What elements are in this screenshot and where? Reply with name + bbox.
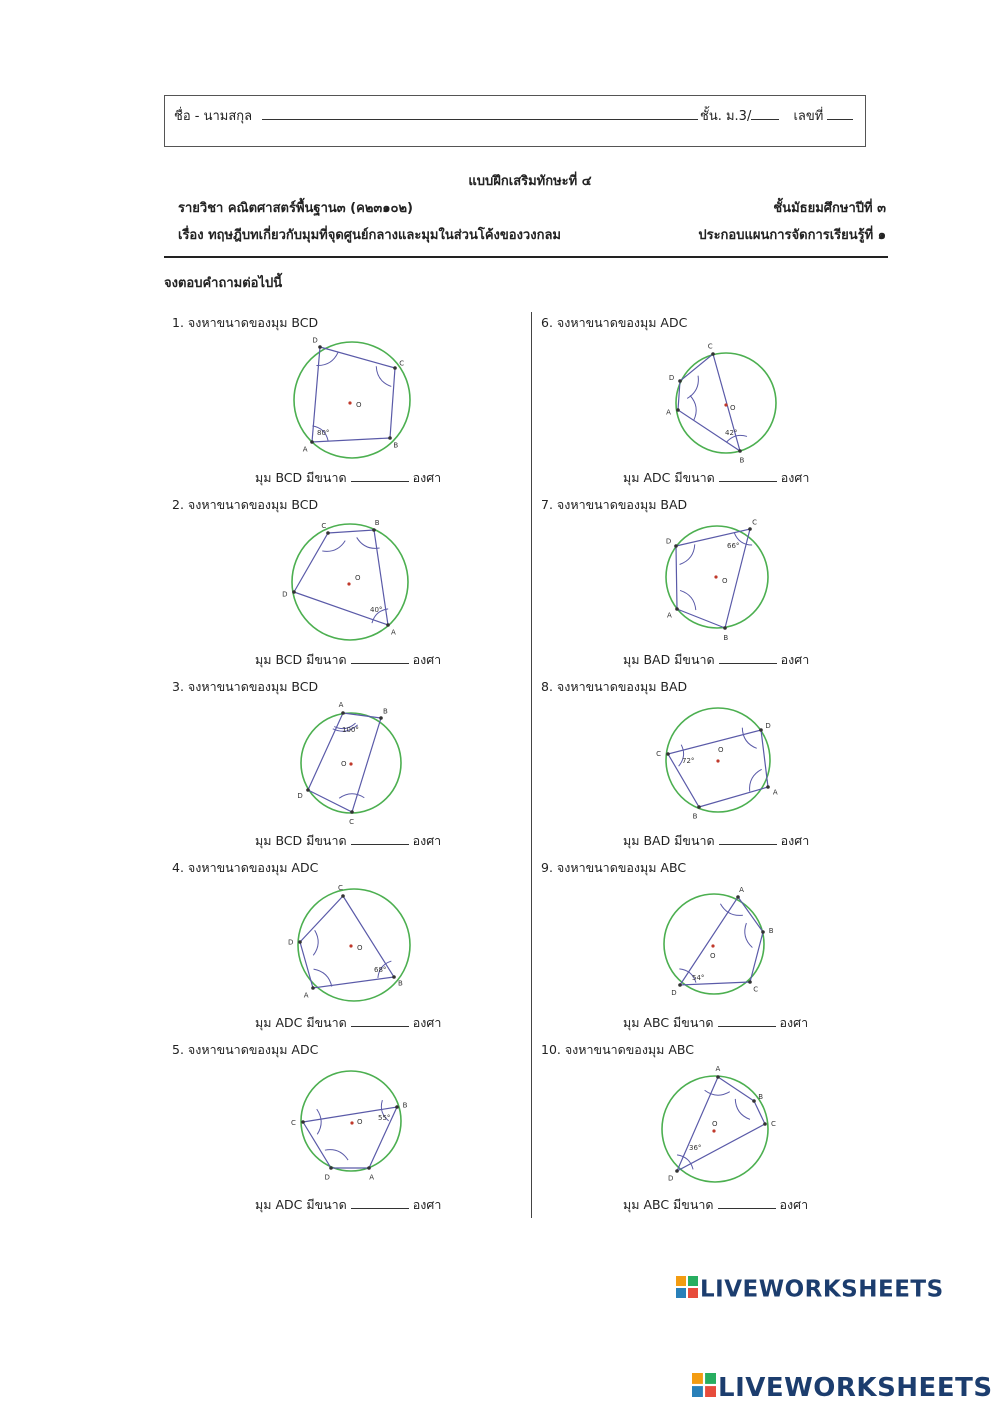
vertex-label-10-A: A bbox=[715, 1065, 721, 1074]
vertex-label-5-C: C bbox=[291, 1119, 296, 1128]
vertex-8-D bbox=[759, 728, 763, 732]
vertex-label-7-D: D bbox=[665, 537, 672, 546]
vertex-5-C bbox=[301, 1120, 305, 1124]
vertex-9-D bbox=[678, 983, 682, 987]
vertex-6-A bbox=[676, 408, 680, 412]
logo-text: LIVEWORKSHEETS bbox=[718, 1373, 993, 1403]
vertex-4-D bbox=[298, 940, 302, 944]
angle-arc-6-D bbox=[687, 376, 698, 399]
angle-arc-9-A bbox=[720, 904, 742, 916]
answer-8-label: มุม BAD มีขนาด bbox=[623, 833, 715, 848]
angle-arc-8-A bbox=[750, 769, 762, 791]
question-5-title: 5. จงหาขนาดของมุม ADC bbox=[172, 1042, 319, 1057]
center-dot-1 bbox=[348, 401, 351, 404]
center-dot-2 bbox=[347, 582, 350, 585]
given-angle-label-5: 55° bbox=[378, 1114, 391, 1122]
angle-arc-3-C bbox=[339, 794, 364, 798]
vertex-label-9-C: C bbox=[753, 985, 759, 994]
vertex-label-6-C: C bbox=[707, 342, 713, 351]
angle-arc-2-C bbox=[322, 541, 345, 552]
circle-2 bbox=[292, 521, 408, 640]
answer-10-label: มุม ABC มีขนาด bbox=[623, 1197, 714, 1212]
vertex-label-4-A: A bbox=[303, 991, 309, 1000]
liveworksheets-logo-1 bbox=[676, 1276, 944, 1304]
class-label: ชั้น. ม.3/ bbox=[700, 109, 752, 124]
vertex-10-A bbox=[716, 1075, 720, 1079]
answer-2-unit: องศา bbox=[412, 652, 442, 667]
answer-9-label: มุม ABC มีขนาด bbox=[623, 1015, 714, 1030]
vertex-4-B bbox=[392, 975, 396, 979]
vertex-7-A bbox=[675, 607, 679, 611]
vertex-label-1-C: C bbox=[399, 359, 405, 368]
given-angle-label-6: 42° bbox=[725, 429, 738, 437]
vertex-label-5-A: A bbox=[369, 1173, 375, 1182]
instruction-text: จงตอบคำถามต่อไปนี้ bbox=[164, 276, 283, 291]
center-label-5: O bbox=[357, 1118, 363, 1126]
answer-7-unit: องศา bbox=[780, 652, 810, 667]
vertex-label-3-D: D bbox=[297, 791, 303, 800]
vertex-label-9-A: A bbox=[739, 885, 744, 894]
given-angle-label-3: 100° bbox=[342, 726, 359, 734]
vertex-10-D bbox=[675, 1169, 679, 1173]
question-6-title: 6. จงหาขนาดของมุม ADC bbox=[541, 315, 688, 330]
circle-10 bbox=[662, 1076, 768, 1182]
liveworksheets-logo-2 bbox=[692, 1373, 993, 1404]
vertex-3-C bbox=[350, 810, 354, 814]
center-label-1: O bbox=[356, 401, 362, 409]
vertex-label-6-A: A bbox=[666, 408, 671, 417]
answer-8-unit: องศา bbox=[780, 833, 810, 848]
question-10-title: 10. จงหาขนาดของมุม ABC bbox=[541, 1042, 695, 1057]
angle-arc-5-C bbox=[317, 1109, 321, 1134]
vertex-label-2-A: A bbox=[390, 628, 396, 637]
angle-arc-10-B bbox=[735, 1099, 750, 1119]
vertex-6-C bbox=[711, 352, 715, 356]
angle-arc-1-C bbox=[376, 366, 391, 386]
plan-label: ประกอบแผนการจัดการเรียนรู้ที่ ๑ bbox=[698, 228, 886, 243]
given-angle-label-8: 72° bbox=[682, 757, 695, 765]
answer-2-label: มุม BCD มีขนาด bbox=[255, 652, 347, 667]
answer-10-unit: องศา bbox=[779, 1197, 809, 1212]
vertex-8-A bbox=[766, 785, 770, 789]
vertex-label-10-D: D bbox=[667, 1174, 674, 1183]
vertex-label-9-B: B bbox=[768, 926, 774, 935]
vertex-4-C bbox=[341, 894, 345, 898]
vertex-label-10-B: B bbox=[758, 1092, 764, 1101]
answer-4-unit: องศา bbox=[412, 1015, 442, 1030]
vertex-label-4-B: B bbox=[398, 979, 403, 988]
answer-3-label: มุม BCD มีขนาด bbox=[255, 833, 347, 848]
question-7-title: 7. จงหาขนาดของมุม BAD bbox=[541, 497, 688, 512]
vertex-label-2-C: C bbox=[321, 521, 327, 530]
center-label-9: O bbox=[710, 952, 716, 960]
logo-mark-icon bbox=[676, 1276, 698, 1304]
vertex-label-1-D: D bbox=[312, 336, 318, 345]
vertex-label-3-A: A bbox=[338, 701, 344, 710]
center-dot-5 bbox=[350, 1121, 353, 1124]
vertex-label-3-B: B bbox=[382, 707, 388, 716]
vertex-label-2-B: B bbox=[374, 518, 380, 527]
vertex-10-B bbox=[752, 1099, 756, 1103]
quadrilateral-4 bbox=[300, 896, 394, 988]
vertex-label-6-D: D bbox=[668, 374, 675, 383]
angle-arc-7-D bbox=[680, 544, 695, 564]
vertex-7-B bbox=[723, 626, 727, 630]
vertex-label-8-C: C bbox=[656, 749, 661, 758]
vertex-7-D bbox=[674, 544, 678, 548]
angle-arc-4-A bbox=[314, 969, 332, 986]
vertex-10-C bbox=[763, 1122, 767, 1126]
question-9-title: 9. จงหาขนาดของมุม ABC bbox=[541, 860, 687, 875]
vertex-label-7-B: B bbox=[723, 633, 729, 642]
given-angle-label-9: 54° bbox=[692, 974, 705, 982]
answer-9-unit: องศา bbox=[779, 1015, 809, 1030]
vertex-label-7-C: C bbox=[752, 518, 757, 527]
center-label-6: O bbox=[730, 404, 736, 412]
vertex-2-B bbox=[372, 528, 376, 532]
vertex-6-B bbox=[738, 449, 742, 453]
center-label-2: O bbox=[355, 574, 361, 582]
number-label: เลขที่ bbox=[793, 109, 824, 124]
given-angle-label-1: 80° bbox=[317, 429, 330, 437]
center-dot-3 bbox=[349, 762, 352, 765]
logo-mark-icon bbox=[692, 1373, 716, 1404]
vertex-label-4-C: C bbox=[338, 884, 343, 893]
vertex-label-7-A: A bbox=[666, 611, 672, 620]
answer-7-label: มุม BAD มีขนาด bbox=[623, 652, 715, 667]
answer-5-unit: องศา bbox=[412, 1197, 442, 1212]
vertex-label-5-D: D bbox=[324, 1173, 330, 1182]
angle-arc-8-D bbox=[742, 728, 756, 749]
vertex-label-1-A: A bbox=[302, 445, 308, 454]
vertex-3-A bbox=[341, 711, 345, 715]
given-angle-label-7: 66° bbox=[727, 542, 740, 550]
vertex-label-8-D: D bbox=[765, 721, 771, 730]
answer-6-unit: องศา bbox=[780, 470, 810, 485]
angle-arc-9-B bbox=[745, 923, 753, 947]
vertex-label-5-B: B bbox=[402, 1101, 408, 1110]
vertex-label-10-C: C bbox=[770, 1120, 776, 1129]
vertex-9-A bbox=[736, 895, 740, 899]
subject-label: รายวิชา คณิตศาสตร์พื้นฐาน๓ (ค๒๓๑๐๒) bbox=[178, 201, 413, 216]
answer-3-unit: องศา bbox=[412, 833, 442, 848]
answer-4-label: มุม ADC มีขนาด bbox=[255, 1015, 347, 1030]
vertex-4-A bbox=[311, 986, 315, 990]
given-angle-label-4: 68° bbox=[374, 966, 387, 974]
grade-label: ชั้นมัธยมศึกษาปีที่ ๓ bbox=[773, 201, 886, 216]
question-2-title: 2. จงหาขนาดของมุม BCD bbox=[172, 497, 319, 512]
circle-6 bbox=[676, 353, 776, 453]
center-dot-8 bbox=[716, 759, 719, 762]
vertex-label-2-D: D bbox=[282, 590, 288, 599]
question-8-title: 8. จงหาขนาดของมุม BAD bbox=[541, 679, 688, 694]
angle-arc-10-A bbox=[705, 1090, 730, 1095]
circle-4 bbox=[298, 889, 410, 1001]
vertex-9-B bbox=[761, 930, 765, 934]
worksheet-title: แบบฝึกเสริมทักษะที่ ๔ bbox=[468, 174, 592, 189]
center-label-4: O bbox=[357, 944, 363, 952]
vertex-2-C bbox=[326, 531, 330, 535]
vertex-8-C bbox=[666, 752, 670, 756]
vertex-label-8-A: A bbox=[772, 788, 778, 797]
given-angle-label-10: 36° bbox=[689, 1144, 702, 1152]
vertex-1-C bbox=[393, 366, 397, 370]
vertex-1-D bbox=[318, 345, 322, 349]
vertex-label-9-D: D bbox=[671, 988, 677, 997]
center-dot-4 bbox=[349, 944, 352, 947]
vertex-label-1-B: B bbox=[393, 441, 399, 450]
vertex-8-B bbox=[697, 805, 701, 809]
answer-1-label: มุม BCD มีขนาด bbox=[255, 470, 347, 485]
center-dot-10 bbox=[712, 1129, 715, 1132]
vertex-1-B bbox=[388, 436, 392, 440]
answer-1-unit: องศา bbox=[412, 470, 442, 485]
quadrilateral-8 bbox=[668, 730, 768, 807]
vertex-5-D bbox=[329, 1166, 333, 1170]
name-label: ชื่อ - นามสกุล bbox=[174, 109, 253, 124]
given-angle-label-2: 40° bbox=[370, 606, 383, 614]
vertex-6-D bbox=[678, 379, 682, 383]
vertex-2-A bbox=[386, 623, 390, 627]
answer-5-label: มุม ADC มีขนาด bbox=[255, 1197, 347, 1212]
center-dot-6 bbox=[724, 403, 727, 406]
logo-text: LIVEWORKSHEETS bbox=[700, 1276, 944, 1303]
question-3-title: 3. จงหาขนาดของมุม BCD bbox=[172, 679, 319, 694]
vertex-label-6-B: B bbox=[739, 456, 745, 465]
center-dot-9 bbox=[711, 944, 714, 947]
vertex-label-8-B: B bbox=[692, 812, 698, 821]
question-4-title: 4. จงหาขนาดของมุม ADC bbox=[172, 860, 319, 875]
question-1-title: 1. จงหาขนาดของมุม BCD bbox=[172, 315, 319, 330]
vertex-label-3-C: C bbox=[349, 817, 355, 826]
center-label-3: O bbox=[341, 760, 347, 768]
vertex-1-A bbox=[310, 440, 314, 444]
center-label-10: O bbox=[712, 1120, 718, 1128]
vertex-3-B bbox=[379, 716, 383, 720]
vertex-9-C bbox=[748, 980, 752, 984]
vertex-2-D bbox=[292, 590, 296, 594]
center-label-7: O bbox=[722, 577, 728, 585]
angle-arc-7-A bbox=[680, 590, 696, 610]
vertex-7-C bbox=[748, 527, 752, 531]
center-dot-7 bbox=[714, 575, 717, 578]
angle-arc-4-D bbox=[313, 930, 318, 955]
center-label-8: O bbox=[718, 746, 724, 754]
quadrilateral-1 bbox=[312, 347, 395, 442]
vertex-5-B bbox=[395, 1105, 399, 1109]
vertex-3-D bbox=[306, 788, 310, 792]
vertex-5-A bbox=[367, 1166, 371, 1170]
vertex-label-4-D: D bbox=[288, 938, 294, 947]
answer-6-label: มุม ADC มีขนาด bbox=[623, 470, 715, 485]
angle-arc-5-D bbox=[325, 1150, 348, 1160]
topic-label: เรื่อง ทฤษฎีบทเกี่ยวกับมุมที่จุดศูนย์กลางและมุมในส่วนโค้งของวงกลม bbox=[178, 228, 561, 243]
angle-arc-6-A bbox=[690, 396, 696, 421]
